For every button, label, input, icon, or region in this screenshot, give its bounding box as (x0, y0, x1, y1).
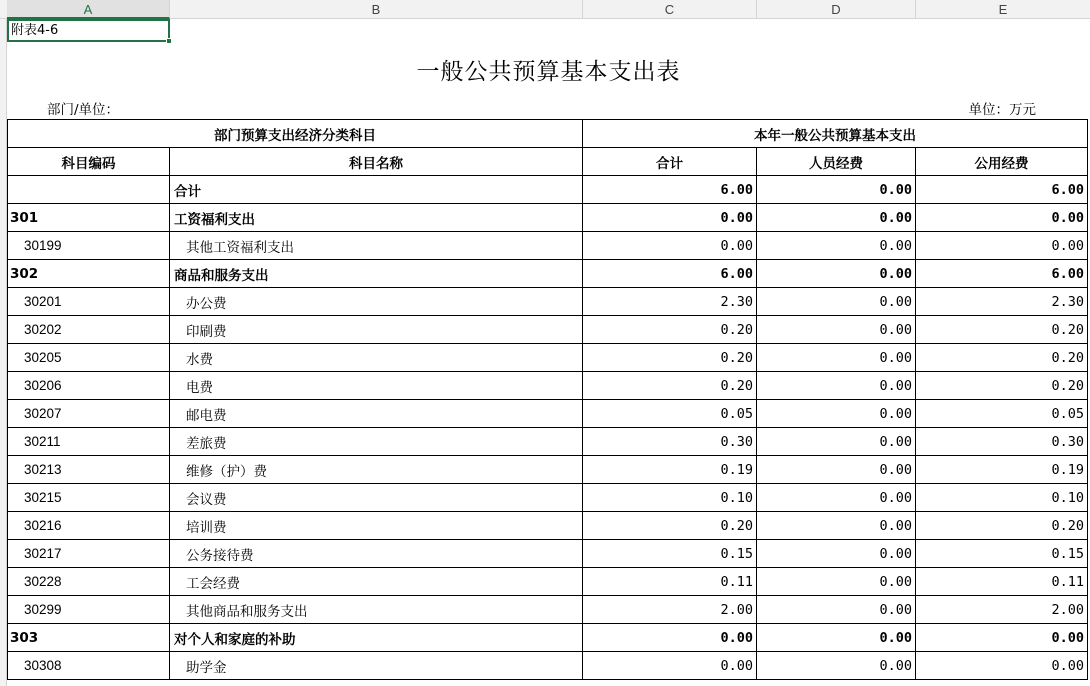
column-header-d[interactable]: D (757, 0, 916, 19)
cell-public[interactable]: 0.19 (916, 456, 1088, 484)
table-row (8, 456, 1088, 484)
worksheet[interactable] (7, 19, 1090, 686)
cell-total[interactable]: 0.20 (583, 316, 757, 344)
header-name[interactable]: 科目名称 (170, 148, 583, 176)
cell-public[interactable]: 0.11 (916, 568, 1088, 596)
cell-total[interactable]: 6.00 (583, 260, 757, 288)
cell-total[interactable]: 0.20 (583, 372, 757, 400)
cell-name[interactable]: 对个人和家庭的补助 (170, 624, 583, 652)
cell-public[interactable]: 0.20 (916, 372, 1088, 400)
cell-personnel[interactable]: 0.00 (757, 652, 916, 680)
cell-total[interactable]: 0.00 (583, 204, 757, 232)
cell-personnel[interactable]: 0.00 (757, 456, 916, 484)
sheet-title[interactable]: 一般公共预算基本支出表 (416, 59, 681, 85)
cell-name[interactable]: 工会经费 (170, 568, 583, 596)
column-header-e[interactable]: E (998, 2, 1008, 17)
table-row (8, 232, 1088, 260)
cell-total[interactable]: 0.00 (583, 652, 757, 680)
cell-name[interactable]: 助学金 (170, 652, 583, 680)
cell-code[interactable]: 30205 (8, 344, 170, 372)
cell-personnel[interactable]: 0.00 (757, 568, 916, 596)
cell-name[interactable]: 商品和服务支出 (170, 260, 583, 288)
cell-public[interactable]: 2.30 (916, 288, 1088, 316)
cell-name[interactable]: 其他商品和服务支出 (170, 596, 583, 624)
selected-cell-value: 附表4-6 (11, 23, 59, 38)
cell-code[interactable]: 30201 (8, 288, 170, 316)
table-row (8, 372, 1088, 400)
cell-public[interactable]: 0.20 (916, 512, 1088, 540)
column-header-b[interactable]: B (170, 0, 583, 19)
cell-name[interactable]: 会议费 (170, 484, 583, 512)
cell-public[interactable]: 0.20 (916, 316, 1088, 344)
cell-public[interactable]: 0.10 (916, 484, 1088, 512)
table-row (8, 176, 1088, 204)
cell-name[interactable]: 工资福利支出 (170, 204, 583, 232)
cell-name[interactable]: 其他工资福利支出 (170, 232, 583, 260)
table-row (8, 624, 1088, 652)
cell-public[interactable]: 6.00 (916, 176, 1088, 204)
cell-total[interactable]: 0.15 (583, 540, 757, 568)
cell-code[interactable]: 302 (8, 260, 170, 288)
cell-total[interactable]: 2.30 (583, 288, 757, 316)
table-row (8, 512, 1088, 540)
cell-code[interactable]: 30213 (8, 456, 170, 484)
cell-public[interactable]: 0.15 (916, 540, 1088, 568)
table-row (8, 568, 1088, 596)
cell-total[interactable]: 0.00 (583, 232, 757, 260)
cell-code[interactable]: 303 (8, 624, 170, 652)
cell-code[interactable]: 30299 (8, 596, 170, 624)
header-personnel[interactable]: 人员经费 (757, 148, 916, 176)
budget-table (7, 119, 1088, 680)
cell-personnel[interactable]: 0.00 (757, 344, 916, 372)
row-header-gutter[interactable] (0, 19, 7, 686)
selected-cell-a1[interactable] (7, 19, 170, 42)
table-row (8, 484, 1088, 512)
cell-personnel[interactable]: 0.00 (757, 624, 916, 652)
cell-personnel[interactable]: 0.00 (757, 372, 916, 400)
cell-public[interactable]: 2.00 (916, 596, 1088, 624)
cell-name[interactable]: 电费 (170, 372, 583, 400)
dept-label[interactable]: 部门/单位： (47, 102, 120, 118)
cell-total[interactable]: 6.00 (583, 176, 757, 204)
cell-personnel[interactable]: 0.00 (757, 428, 916, 456)
cell-name[interactable]: 差旅费 (170, 428, 583, 456)
cell-personnel[interactable]: 0.00 (757, 540, 916, 568)
cell-name[interactable]: 培训费 (170, 512, 583, 540)
header-total[interactable]: 合计 (583, 148, 757, 176)
cell-code[interactable]: 30217 (8, 540, 170, 568)
cell-public[interactable]: 0.00 (916, 232, 1088, 260)
cell-personnel[interactable]: 0.00 (757, 204, 916, 232)
cell-code[interactable] (8, 176, 170, 204)
cell-total[interactable]: 0.00 (583, 624, 757, 652)
cell-total[interactable]: 0.05 (583, 400, 757, 428)
cell-total[interactable]: 0.10 (583, 484, 757, 512)
cell-total[interactable]: 2.00 (583, 596, 757, 624)
table-row (8, 596, 1088, 624)
cell-name[interactable]: 印刷费 (170, 316, 583, 344)
header-code[interactable]: 科目编码 (8, 148, 170, 176)
cell-code[interactable]: 30216 (8, 512, 170, 540)
cell-code[interactable]: 30206 (8, 372, 170, 400)
cell-personnel[interactable]: 0.00 (757, 176, 916, 204)
cell-code[interactable]: 30215 (8, 484, 170, 512)
cell-public[interactable]: 0.05 (916, 400, 1088, 428)
cell-total[interactable]: 0.19 (583, 456, 757, 484)
fill-handle[interactable] (166, 38, 172, 44)
header-group-left[interactable]: 部门预算支出经济分类科目 (8, 120, 583, 148)
header-row-group (8, 120, 1088, 148)
table-row (8, 428, 1088, 456)
unit-label[interactable]: 单位：万元 (968, 102, 1036, 118)
table-row (8, 288, 1088, 316)
cell-name[interactable]: 水费 (170, 344, 583, 372)
cell-total[interactable]: 0.20 (583, 344, 757, 372)
cell-personnel[interactable]: 0.00 (757, 316, 916, 344)
cell-code[interactable]: 30211 (8, 428, 170, 456)
header-group-right[interactable]: 本年一般公共预算基本支出 (583, 120, 1088, 148)
cell-public[interactable]: 0.30 (916, 428, 1088, 456)
cell-personnel[interactable]: 0.00 (757, 260, 916, 288)
header-public[interactable]: 公用经费 (916, 148, 1088, 176)
cell-personnel[interactable]: 0.00 (757, 596, 916, 624)
cell-name[interactable]: 公务接待费 (170, 540, 583, 568)
cell-public[interactable]: 0.00 (916, 652, 1088, 680)
cell-total[interactable]: 0.11 (583, 568, 757, 596)
table-row (8, 260, 1088, 288)
cell-name[interactable]: 邮电费 (170, 400, 583, 428)
cell-name[interactable]: 合计 (170, 176, 583, 204)
cell-name[interactable]: 办公费 (170, 288, 583, 316)
cell-public[interactable]: 0.20 (916, 344, 1088, 372)
cell-code[interactable]: 30207 (8, 400, 170, 428)
column-header-a[interactable]: A (7, 0, 170, 19)
table-row (8, 204, 1088, 232)
table-row (8, 540, 1088, 568)
cell-code[interactable]: 30308 (8, 652, 170, 680)
table-row (8, 400, 1088, 428)
cell-code[interactable]: 30228 (8, 568, 170, 596)
cell-code[interactable]: 30202 (8, 316, 170, 344)
cell-public[interactable]: 0.00 (916, 624, 1088, 652)
cell-code[interactable]: 301 (8, 204, 170, 232)
cell-personnel[interactable]: 0.00 (757, 400, 916, 428)
cell-name[interactable]: 维修（护）费 (170, 456, 583, 484)
cell-public[interactable]: 0.00 (916, 204, 1088, 232)
table-row (8, 344, 1088, 372)
cell-total[interactable]: 0.20 (583, 512, 757, 540)
cell-total[interactable]: 0.30 (583, 428, 757, 456)
table-row (8, 316, 1088, 344)
column-header-c[interactable]: C (583, 0, 757, 19)
cell-personnel[interactable]: 0.00 (757, 232, 916, 260)
column-header-bar (0, 0, 1090, 19)
cell-code[interactable]: 30199 (8, 232, 170, 260)
cell-personnel[interactable]: 0.00 (757, 512, 916, 540)
cell-public[interactable]: 6.00 (916, 260, 1088, 288)
cell-personnel[interactable]: 0.00 (757, 288, 916, 316)
header-row-columns (8, 148, 1088, 176)
cell-personnel[interactable]: 0.00 (757, 484, 916, 512)
table-row (8, 652, 1088, 680)
